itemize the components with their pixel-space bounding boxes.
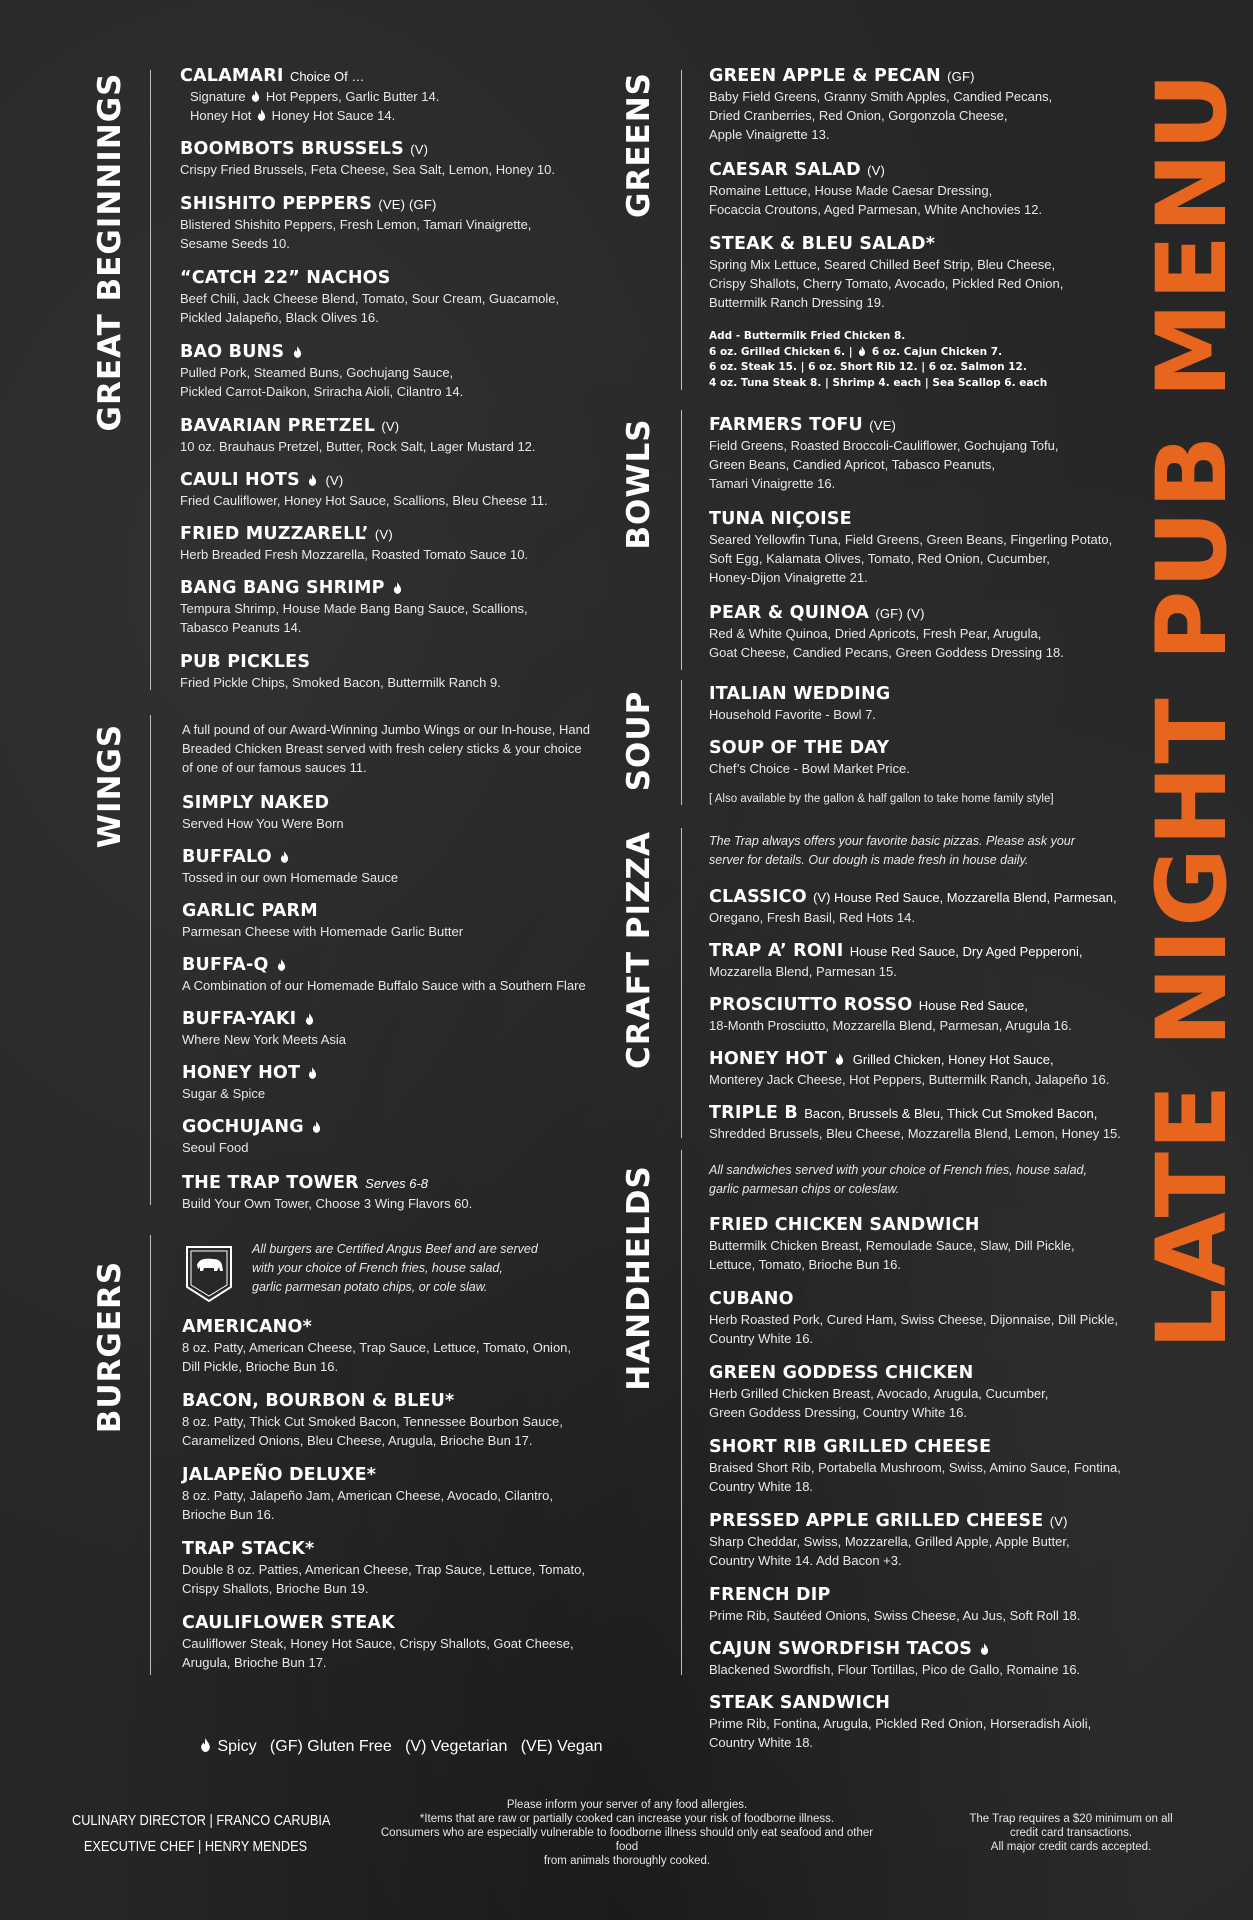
notice-line: from animals thoroughly cooked. <box>543 1855 711 1867</box>
item-desc: Served How You Were Born <box>182 816 344 831</box>
notice-line: *Items that are raw or partially cooked can increase your risk of foodborne illness. <box>419 1813 835 1825</box>
item-name: BOOMBOTS BRUSSELS <box>180 139 404 159</box>
legend-spicy: Spicy <box>217 1738 257 1755</box>
item-desc: Green Goddess Dressing, Country White 16. <box>709 1405 967 1420</box>
item-desc: Focaccia Croutons, Aged Parmesan, White Anchovies 12. <box>709 202 1043 217</box>
menu-item-jalapeno-deluxe <box>182 1465 553 1524</box>
item-name: HONEY HOT <box>182 1063 301 1083</box>
item-desc: Romaine Lettuce, House Made Caesar Dressing, <box>709 183 993 198</box>
item-desc: Sesame Seeds 10. <box>180 236 290 251</box>
handhelds-note <box>709 1161 1087 1199</box>
item-name: ITALIAN WEDDING <box>709 684 891 704</box>
menu-item-triple-b <box>709 1103 1121 1143</box>
addon-text: 6 oz. Cajun Chicken 7. <box>871 345 1003 358</box>
item-name: BAO BUNS <box>180 342 285 362</box>
item-desc: Herb Roasted Pork, Cured Ham, Swiss Cheese, Dijonnaise, Dill Pickle, <box>709 1312 1118 1327</box>
menu-item-pear-quinoa <box>709 603 1064 662</box>
item-desc: Mozzarella Blend, Parmesan 15. <box>709 964 897 979</box>
diet-legend <box>198 1738 603 1756</box>
item-desc: Country White 18. <box>709 1479 814 1494</box>
item-name: TRAP STACK* <box>182 1539 315 1559</box>
item-desc: Crispy Fried Brussels, Feta Cheese, Sea Salt, Lemon, Honey 10. <box>180 162 556 177</box>
item-desc: Household Favorite - Bowl 7. <box>709 707 876 722</box>
flame-icon <box>293 346 302 358</box>
item-inline: (V) House Red Sauce, Mozzarella Blend, Parmesan, <box>813 890 1117 905</box>
item-desc: 18-Month Prosciutto, Mozzarella Blend, Parmesan, Arugula 16. <box>709 1018 1072 1033</box>
credit-name: HENRY MENDES <box>204 1838 308 1855</box>
menu-item-farmers-tofu <box>709 415 1059 493</box>
divider-line <box>150 1235 151 1675</box>
menu-item-wing-flavor <box>182 901 463 941</box>
item-name: FRENCH DIP <box>709 1585 831 1605</box>
item-desc: Caramelized Onions, Bleu Cheese, Arugula, Brioche Bun 17. <box>182 1433 533 1448</box>
item-name: CAJUN SWORDFISH TACOS <box>709 1639 973 1659</box>
addon-line: Add - Buttermilk Fried Chicken 8. <box>709 330 906 342</box>
item-name: TUNA NIÇOISE <box>709 509 852 529</box>
note-line: All burgers are Certified Angus Beef and are served <box>252 1242 538 1256</box>
item-desc: Where New York Meets Asia <box>182 1032 347 1047</box>
divider-line <box>150 715 151 1205</box>
notice-line: The Trap requires a $20 minimum on all <box>969 1813 1173 1825</box>
item-inline: Bacon, Brussels & Bleu, Thick Cut Smoked Bacon, <box>804 1106 1098 1121</box>
flame-icon <box>251 90 260 102</box>
item-desc: Fried Cauliflower, Honey Hot Sauce, Scallions, Bleu Cheese 11. <box>180 493 548 508</box>
credit-role: CULINARY DIRECTOR <box>72 1812 206 1829</box>
item-desc: 8 oz. Patty, American Cheese, Trap Sauce, Lettuce, Tomato, Onion, <box>182 1340 572 1355</box>
item-name: BUFFALO <box>182 847 272 867</box>
item-desc: Goat Cheese, Candied Pecans, Green Goddess Dressing 18. <box>709 645 1064 660</box>
menu-item-wing-flavor <box>182 1063 319 1103</box>
item-name: STEAK SANDWICH <box>709 1693 891 1713</box>
item-name: BUFFA-YAKI <box>182 1009 297 1029</box>
diet-tag: (V) <box>381 419 400 434</box>
item-name: THE TRAP TOWER <box>182 1173 359 1193</box>
menu-item-trap-stack <box>182 1539 585 1598</box>
intro-line: Breaded Chicken Breast served with fresh celery sticks & your choice <box>182 741 582 756</box>
flame-icon <box>308 474 317 486</box>
item-desc: Build Your Own Tower, Choose 3 Wing Flavors 60. <box>182 1196 473 1211</box>
menu-item-green-goddess-chicken <box>709 1363 1048 1422</box>
item-desc: Dried Cranberries, Red Onion, Gorgonzola Cheese, <box>709 108 1008 123</box>
item-desc: Arugula, Brioche Bun 17. <box>182 1655 327 1670</box>
note-line: garlic parmesan potato chips, or cole slaw. <box>252 1280 488 1294</box>
menu-item-fried-chicken-sandwich <box>709 1215 1075 1274</box>
menu-item-calamari <box>180 66 439 125</box>
addon-line: 6 oz. Steak 15. | 6 oz. Short Rib 12. | 6 oz. Salmon 12. <box>709 361 1027 373</box>
item-desc: Sharp Cheddar, Swiss, Mozzarella, Grilled Apple, Apple Butter, <box>709 1534 1070 1549</box>
diet-tag: (V) <box>867 163 886 178</box>
diet-tag: (V) <box>325 473 344 488</box>
menu-item-tuna-nicoise <box>709 509 1112 587</box>
flame-icon <box>858 346 866 356</box>
item-name: GOCHUJANG <box>182 1117 304 1137</box>
item-name: BANG BANG SHRIMP <box>180 578 385 598</box>
divider-line <box>681 70 682 390</box>
item-desc: Chef’s Choice - Bowl Market Price. <box>709 761 910 776</box>
menu-item-pretzel <box>180 416 536 456</box>
legend-vegan: (VE) Vegan <box>520 1738 603 1755</box>
divider-line <box>150 70 151 690</box>
item-name: SHORT RIB GRILLED CHEESE <box>709 1437 992 1457</box>
salad-add-ons <box>709 329 1047 391</box>
menu-item-trap-a-roni <box>709 941 1082 981</box>
item-desc: 8 oz. Patty, Jalapeño Jam, American Cheese, Avocado, Cilantro, <box>182 1488 553 1503</box>
item-desc: Pickled Jalapeño, Black Olives 16. <box>180 310 379 325</box>
item-desc: Seoul Food <box>182 1140 249 1155</box>
item-name: SIMPLY NAKED <box>182 793 330 813</box>
allergy-notice <box>372 1798 882 1868</box>
flame-icon <box>308 1067 317 1079</box>
option-label: Signature <box>190 89 246 104</box>
item-desc: Prime Rib, Fontina, Arugula, Pickled Red Onion, Horseradish Aioli, <box>709 1716 1092 1731</box>
item-desc: Double 8 oz. Patties, American Cheese, Trap Sauce, Lettuce, Tomato, <box>182 1562 585 1577</box>
divider-line <box>681 410 682 670</box>
flame-icon <box>305 1013 314 1025</box>
certified-angus-beef-logo <box>183 1243 235 1303</box>
item-desc: Buttermilk Ranch Dressing 19. <box>709 295 885 310</box>
item-name: STEAK & BLEU SALAD* <box>709 234 936 254</box>
credit-card-notice <box>965 1812 1177 1854</box>
item-name: CAESAR SALAD <box>709 160 861 180</box>
item-name: HONEY HOT <box>709 1049 828 1069</box>
item-desc: Monterey Jack Cheese, Hot Peppers, Buttermilk Ranch, Jalapeño 16. <box>709 1072 1110 1087</box>
item-name: BUFFA-Q <box>182 955 269 975</box>
divider-line <box>681 1150 682 1675</box>
addon-text: 6 oz. Grilled Chicken 6. | <box>709 345 853 358</box>
divider-line <box>681 680 682 805</box>
item-desc: Prime Rib, Sautéed Onions, Swiss Cheese, Au Jus, Soft Roll 18. <box>709 1608 1081 1623</box>
note-line: garlic parmesan chips or coleslaw. <box>709 1182 900 1196</box>
flame-icon <box>257 109 266 121</box>
item-name: PUB PICKLES <box>180 652 311 672</box>
notice-line: Consumers who are especially vulnerable to foodborne illness should only eat seafood and other food <box>380 1827 874 1853</box>
item-desc: Fried Pickle Chips, Smoked Bacon, Buttermilk Ranch 9. <box>180 675 501 690</box>
note-line: with your choice of French fries, house salad, <box>252 1261 503 1275</box>
item-desc: Crispy Shallots, Brioche Bun 19. <box>182 1581 369 1596</box>
menu-item-nachos <box>180 268 559 327</box>
item-desc: Honey-Dijon Vinaigrette 21. <box>709 570 868 585</box>
item-desc: Oregano, Fresh Basil, Red Hots 14. <box>709 910 915 925</box>
menu-item-classico <box>709 887 1117 927</box>
menu-item-green-apple-pecan <box>709 66 1052 144</box>
item-desc: 8 oz. Patty, Thick Cut Smoked Bacon, Tennessee Bourbon Sauce, <box>182 1414 563 1429</box>
note-line: [ Also available by the gallon & half gallon to take home family style] <box>709 793 1054 805</box>
diet-tag: (GF) (V) <box>875 606 925 621</box>
flame-icon <box>200 1738 211 1752</box>
menu-item-americano <box>182 1317 571 1376</box>
item-name: AMERICANO* <box>182 1317 312 1337</box>
chef-credits: CULINARY DIRECTOR | FRANCO CARUBIA EXECUTIVE CHEF | HENRY MENDES <box>72 1812 331 1855</box>
item-name: PROSCIUTTO ROSSO <box>709 995 913 1015</box>
item-desc: Country White 18. <box>709 1735 814 1750</box>
flame-icon <box>312 1121 321 1133</box>
item-inline: House Red Sauce, <box>918 998 1028 1013</box>
menu-item-steak-sandwich <box>709 1693 1091 1752</box>
menu-item-bacon-bourbon-bleu <box>182 1391 563 1450</box>
note-line: The Trap always offers your favorite basic pizzas. Please ask your <box>709 834 1075 848</box>
item-desc: Brioche Bun 16. <box>182 1507 275 1522</box>
item-name: GREEN APPLE & PECAN <box>709 66 941 86</box>
item-desc: Country White 14. Add Bacon +3. <box>709 1553 902 1568</box>
item-desc: Tempura Shrimp, House Made Bang Bang Sauce, Scallions, <box>180 601 528 616</box>
item-inline: Grilled Chicken, Honey Hot Sauce, <box>852 1052 1054 1067</box>
item-name: JALAPEÑO DELUXE* <box>182 1465 377 1485</box>
item-name: FRIED MUZZARELL’ <box>180 524 369 544</box>
diet-tag: (VE) <box>869 418 896 433</box>
menu-item-muzzarell <box>180 524 528 564</box>
item-name: SOUP OF THE DAY <box>709 738 890 758</box>
menu-item-french-dip <box>709 1585 1080 1625</box>
notice-line: credit card transactions. <box>1009 1827 1133 1839</box>
menu-item-boombots <box>180 139 555 179</box>
menu-item-bao-buns <box>180 342 463 401</box>
item-name: “CATCH 22” NACHOS <box>180 268 391 288</box>
item-desc: Apple Vinaigrette 13. <box>709 127 830 142</box>
item-desc: Spring Mix Lettuce, Seared Chilled Beef Strip, Bleu Cheese, <box>709 257 1056 272</box>
item-desc: Parmesan Cheese with Homemade Garlic Butter <box>182 924 464 939</box>
credit-name: FRANCO CARUBIA <box>216 1812 331 1829</box>
item-inline: House Red Sauce, Dry Aged Pepperoni, <box>849 944 1083 959</box>
item-desc: Dill Pickle, Brioche Bun 16. <box>182 1359 339 1374</box>
item-desc: Tossed in our own Homemade Sauce <box>182 870 399 885</box>
note-line: server for details. Our dough is made fresh in house daily. <box>709 853 1029 867</box>
item-desc: Country White 16. <box>709 1331 814 1346</box>
item-desc: 10 oz. Brauhaus Pretzel, Butter, Rock Salt, Lager Mustard 12. <box>180 439 536 454</box>
notice-line: Please inform your server of any food allergies. <box>506 1799 748 1811</box>
item-name: TRAP A’ RONI <box>709 941 844 961</box>
item-inline: Choice Of … <box>289 69 365 84</box>
item-name: CUBANO <box>709 1289 794 1309</box>
item-desc: Field Greens, Roasted Broccoli-Cauliflower, Gochujang Tofu, <box>709 438 1059 453</box>
item-desc: Sugar & Spice <box>182 1086 266 1101</box>
item-desc: Blistered Shishito Peppers, Fresh Lemon, Tamari Vinaigrette, <box>180 217 532 232</box>
wings-intro <box>182 720 590 777</box>
flame-icon <box>393 582 402 594</box>
item-desc: Seared Yellowfin Tuna, Field Greens, Green Beans, Fingerling Potato, <box>709 532 1113 547</box>
legend-vegetarian: (V) Vegetarian <box>405 1738 508 1755</box>
menu-item-short-rib-grilled-cheese <box>709 1437 1121 1496</box>
item-desc: Red & White Quinoa, Dried Apricots, Fresh Pear, Arugula, <box>709 626 1042 641</box>
menu-item-italian-wedding <box>709 684 890 724</box>
item-desc: Buttermilk Chicken Breast, Remoulade Sauce, Slaw, Dill Pickle, <box>709 1238 1075 1253</box>
menu-item-caesar-salad <box>709 160 1042 219</box>
item-desc: Blackened Swordfish, Flour Tortillas, Pico de Gallo, Romaine 16. <box>709 1662 1081 1677</box>
item-name: GREEN GODDESS CHICKEN <box>709 1363 974 1383</box>
flame-icon <box>280 851 289 863</box>
menu-item-wing-flavor <box>182 1117 323 1157</box>
item-desc: Crispy Shallots, Cherry Tomato, Avocado, Pickled Red Onion, <box>709 276 1064 291</box>
menu-item-wing-flavor <box>182 1009 346 1049</box>
menu-item-cauliflower-steak <box>182 1613 574 1672</box>
menu-item-steak-bleu-salad <box>709 234 1063 312</box>
item-desc: Green Beans, Candied Apricot, Tabasco Peanuts, <box>709 457 995 472</box>
item-desc: Tamari Vinaigrette 16. <box>709 476 836 491</box>
item-name: TRIPLE B <box>709 1103 798 1123</box>
item-name: CAULIFLOWER STEAK <box>182 1613 395 1633</box>
item-name: FARMERS TOFU <box>709 415 863 435</box>
diet-tag: (GF) <box>947 69 975 84</box>
item-desc: Baby Field Greens, Granny Smith Apples, Candied Pecans, <box>709 89 1053 104</box>
legend-gluten-free: (GF) Gluten Free <box>269 1738 392 1755</box>
menu-item-wing-flavor <box>182 793 344 833</box>
divider-line <box>681 828 682 1138</box>
item-name: CLASSICO <box>709 887 807 907</box>
flame-icon <box>277 959 286 971</box>
menu-item-honey-hot-pizza <box>709 1049 1109 1089</box>
item-name: FRIED CHICKEN SANDWICH <box>709 1215 980 1235</box>
diet-tag: (V) <box>374 527 393 542</box>
menu-item-pressed-apple-grilled-cheese <box>709 1511 1070 1570</box>
intro-line: A full pound of our Award-Winning Jumbo Wings or our In-house, Hand <box>182 722 591 737</box>
item-inline: Serves 6-8 <box>365 1176 429 1191</box>
item-desc: Soft Egg, Kalamata Olives, Tomato, Red Onion, Cucumber, <box>709 551 1050 566</box>
item-name: PEAR & QUINOA <box>709 603 870 623</box>
diet-tag: (V) <box>410 142 429 157</box>
item-desc: Herb Breaded Fresh Mozzarella, Roasted Tomato Sauce 10. <box>180 547 529 562</box>
item-desc: Lettuce, Tomato, Brioche Bun 16. <box>709 1257 901 1272</box>
item-desc: Pickled Carrot-Daikon, Sriracha Aioli, Cilantro 14. <box>180 384 464 399</box>
note-line: All sandwiches served with your choice of French fries, house salad, <box>709 1163 1087 1177</box>
item-desc: Beef Chili, Jack Cheese Blend, Tomato, Sour Cream, Guacamole, <box>180 291 560 306</box>
item-name: PRESSED APPLE GRILLED CHEESE <box>709 1511 1044 1531</box>
burgers-note <box>252 1240 538 1297</box>
notice-line: All major credit cards accepted. <box>990 1841 1152 1853</box>
menu-item-bang-bang-shrimp <box>180 578 528 637</box>
item-name: CAULI HOTS <box>180 470 300 490</box>
addon-line: 4 oz. Tuna Steak 8. | Shrimp 4. each | Sea Scallop 6. each <box>709 376 1048 389</box>
menu-item-cajun-swordfish-tacos <box>709 1639 1080 1679</box>
pizza-note <box>709 832 1075 870</box>
item-name: SHISHITO PEPPERS <box>180 194 373 214</box>
menu-item-wing-flavor <box>182 847 398 887</box>
item-desc: Shredded Brussels, Bleu Cheese, Mozzarella Blend, Lemon, Honey 15. <box>709 1126 1121 1141</box>
soup-note <box>709 790 1054 809</box>
menu-item-prosciutto-rosso <box>709 995 1072 1035</box>
option-desc: Honey Hot Sauce 14. <box>271 108 396 123</box>
option-desc: Hot Peppers, Garlic Butter 14. <box>265 89 440 104</box>
item-name: CALAMARI <box>180 66 284 86</box>
item-name: GARLIC PARM <box>182 901 318 921</box>
item-desc: A Combination of our Homemade Buffalo Sauce with a Southern Flare <box>182 978 586 993</box>
item-desc: Herb Grilled Chicken Breast, Avocado, Arugula, Cucumber, <box>709 1386 1049 1401</box>
item-desc: Braised Short Rib, Portabella Mushroom, Swiss, Amino Sauce, Fontina, <box>709 1460 1121 1475</box>
item-desc: Tabasco Peanuts 14. <box>180 620 302 635</box>
credit-role: EXECUTIVE CHEF <box>83 1838 195 1855</box>
item-name: BACON, BOURBON & BLEU* <box>182 1391 455 1411</box>
diet-tag: (VE) (GF) <box>378 197 437 212</box>
item-desc: Pulled Pork, Steamed Buns, Gochujang Sauce, <box>180 365 454 380</box>
flame-icon <box>980 1643 989 1655</box>
menu-item-cubano <box>709 1289 1118 1348</box>
menu-item-trap-tower <box>182 1173 472 1213</box>
item-name: BAVARIAN PRETZEL <box>180 416 376 436</box>
option-label: Honey Hot <box>190 108 252 123</box>
diet-tag: (V) <box>1049 1514 1068 1529</box>
menu-item-pub-pickles <box>180 652 501 692</box>
menu-item-cauli-hots <box>180 470 548 510</box>
menu-item-soup-of-the-day <box>709 738 910 778</box>
flame-icon <box>835 1053 844 1065</box>
menu-item-shishito <box>180 194 531 253</box>
item-desc: Cauliflower Steak, Honey Hot Sauce, Crispy Shallots, Goat Cheese, <box>182 1636 574 1651</box>
intro-line: of one of our famous sauces 11. <box>182 760 367 775</box>
menu-item-wing-flavor <box>182 955 586 995</box>
